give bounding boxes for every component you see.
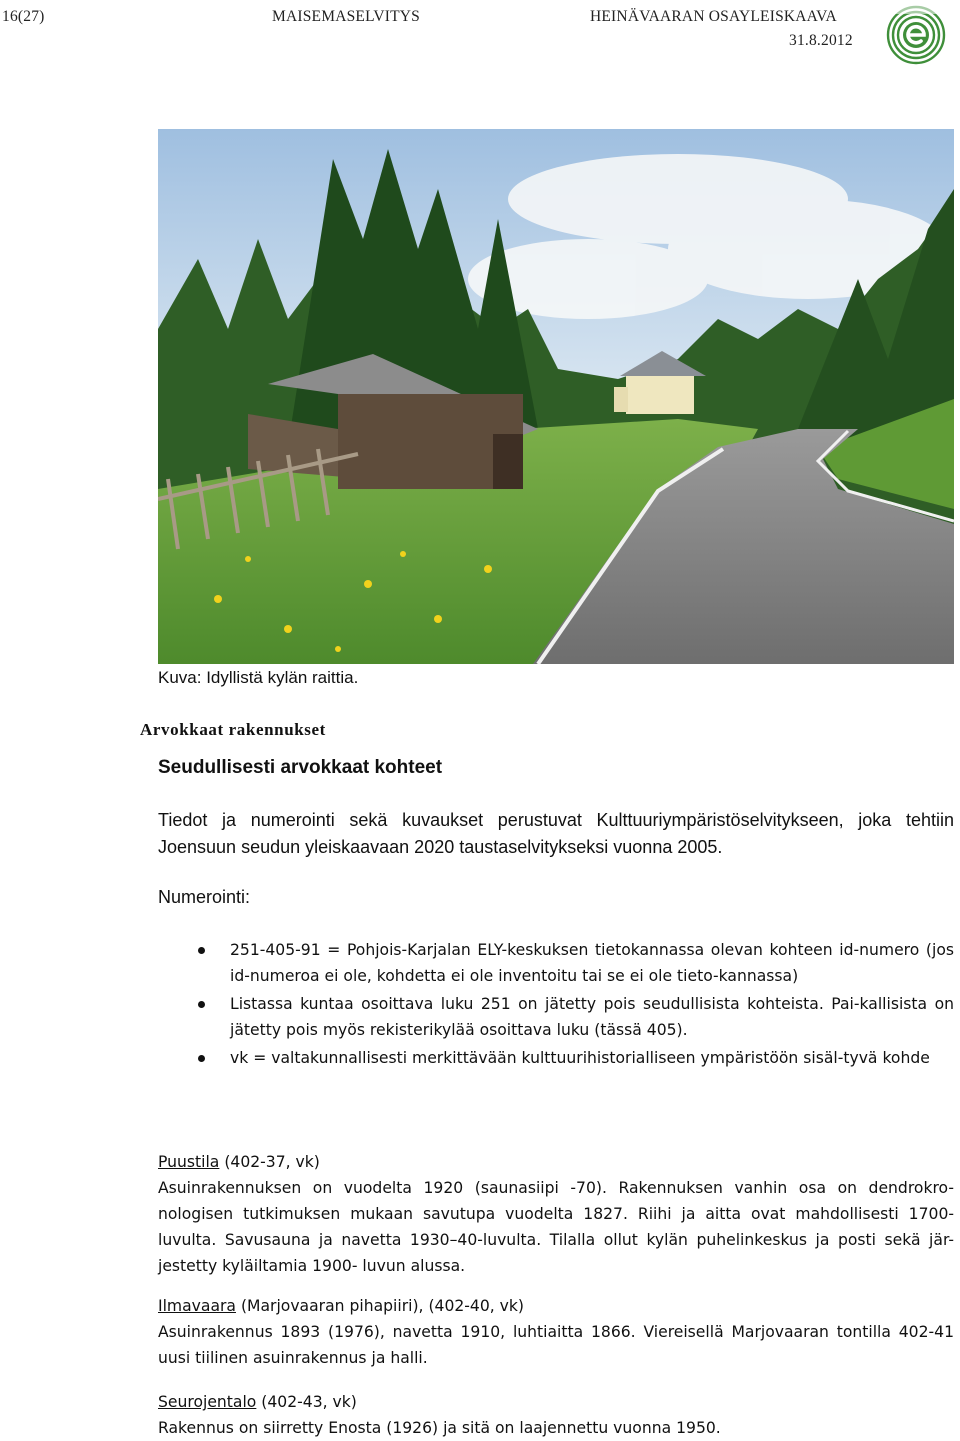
entry-heading	[158, 1389, 954, 1415]
report-title: MAISEMASELVITYS	[272, 8, 420, 25]
village-road-photo	[158, 129, 954, 664]
plan-title: HEINÄVAARAN OSAYLEISKAAVA	[590, 8, 837, 25]
list-item: Listassa kuntaa osoittava luku 251 on jätetty pois seudullisista kohteista. Pai-kallisista on jätetty pois myös rekisterikylää osoittava luku (tässä 405).	[158, 991, 954, 1043]
entry-heading	[158, 1293, 954, 1319]
entry-name: Puustila	[158, 1153, 220, 1171]
numbering-label: Numerointi:	[158, 887, 251, 907]
entry-ilmavaara	[158, 1293, 954, 1371]
page-number: 16(27)	[2, 8, 45, 25]
entry-meta: (402-37, vk)	[219, 1153, 320, 1171]
entry-meta: (402-43, vk)	[256, 1393, 357, 1411]
entry-text: Asuinrakennuksen on vuodelta 1920 (saunasiipi -70). Rakennuksen vanhin osa on dendrokro-nologisen tutkimuksen mukaan savutupa vuodelta 1827. Riihi ja aitta ovat mahdollisesti 1700-luvulta. Savusauna ja navetta 1930–40-luvulta. Tilalla ollut kylän puhelinkeskus ja posti sekä jär-jestetty kyläiltamia 1900- luvun alussa.	[158, 1179, 954, 1275]
intro-paragraph: Tiedot ja numerointi sekä kuvaukset perustuvat Kulttuuriympäristöselvitykseen, joka tehtiin Joensuun seudun yleiskaavaan 2020 taustaselvitykseksi vuonna 2005.	[158, 810, 954, 857]
entry-heading	[158, 1149, 954, 1175]
entry-name: Ilmavaara	[158, 1297, 236, 1315]
entry-seurojentalo	[158, 1389, 954, 1441]
section-subtitle: Seudullisesti arvokkaat kohteet	[158, 757, 443, 778]
numbering-list	[158, 937, 954, 1073]
entry-puustila	[158, 1149, 954, 1279]
entry-text: Asuinrakennus 1893 (1976), navetta 1910, luhtiaitta 1866. Viereisellä Marjovaaran tontilla 402-41 uusi tiilinen asuinrakennus ja halli.	[158, 1323, 954, 1367]
list-item: vk = valtakunnallisesti merkittävään kulttuurihistorialliseen ympäristöön sisäl-tyvä kohde	[158, 1045, 954, 1071]
entry-meta: (Marjovaaran pihapiiri), (402-40, vk)	[235, 1297, 525, 1315]
list-item: 251-405-91 = Pohjois-Karjalan ELY-keskuksen tietokannassa olevan kohteen id-numero (jos id-numeroa ei ole, kohdetta ei ole inventoitu tai se ei ole tieto-kannassa)	[158, 937, 954, 989]
report-date: 31.8.2012	[789, 32, 853, 49]
photo-caption: Kuva: Idyllistä kylän raittia.	[158, 668, 359, 687]
entry-name: Seurojentalo	[158, 1393, 257, 1411]
section-title: Arvokkaat rakennukset	[140, 720, 326, 739]
company-logo	[884, 4, 948, 66]
entry-text: Rakennus on siirretty Enosta (1926) ja sitä on laajennettu vuonna 1950.	[158, 1419, 721, 1437]
